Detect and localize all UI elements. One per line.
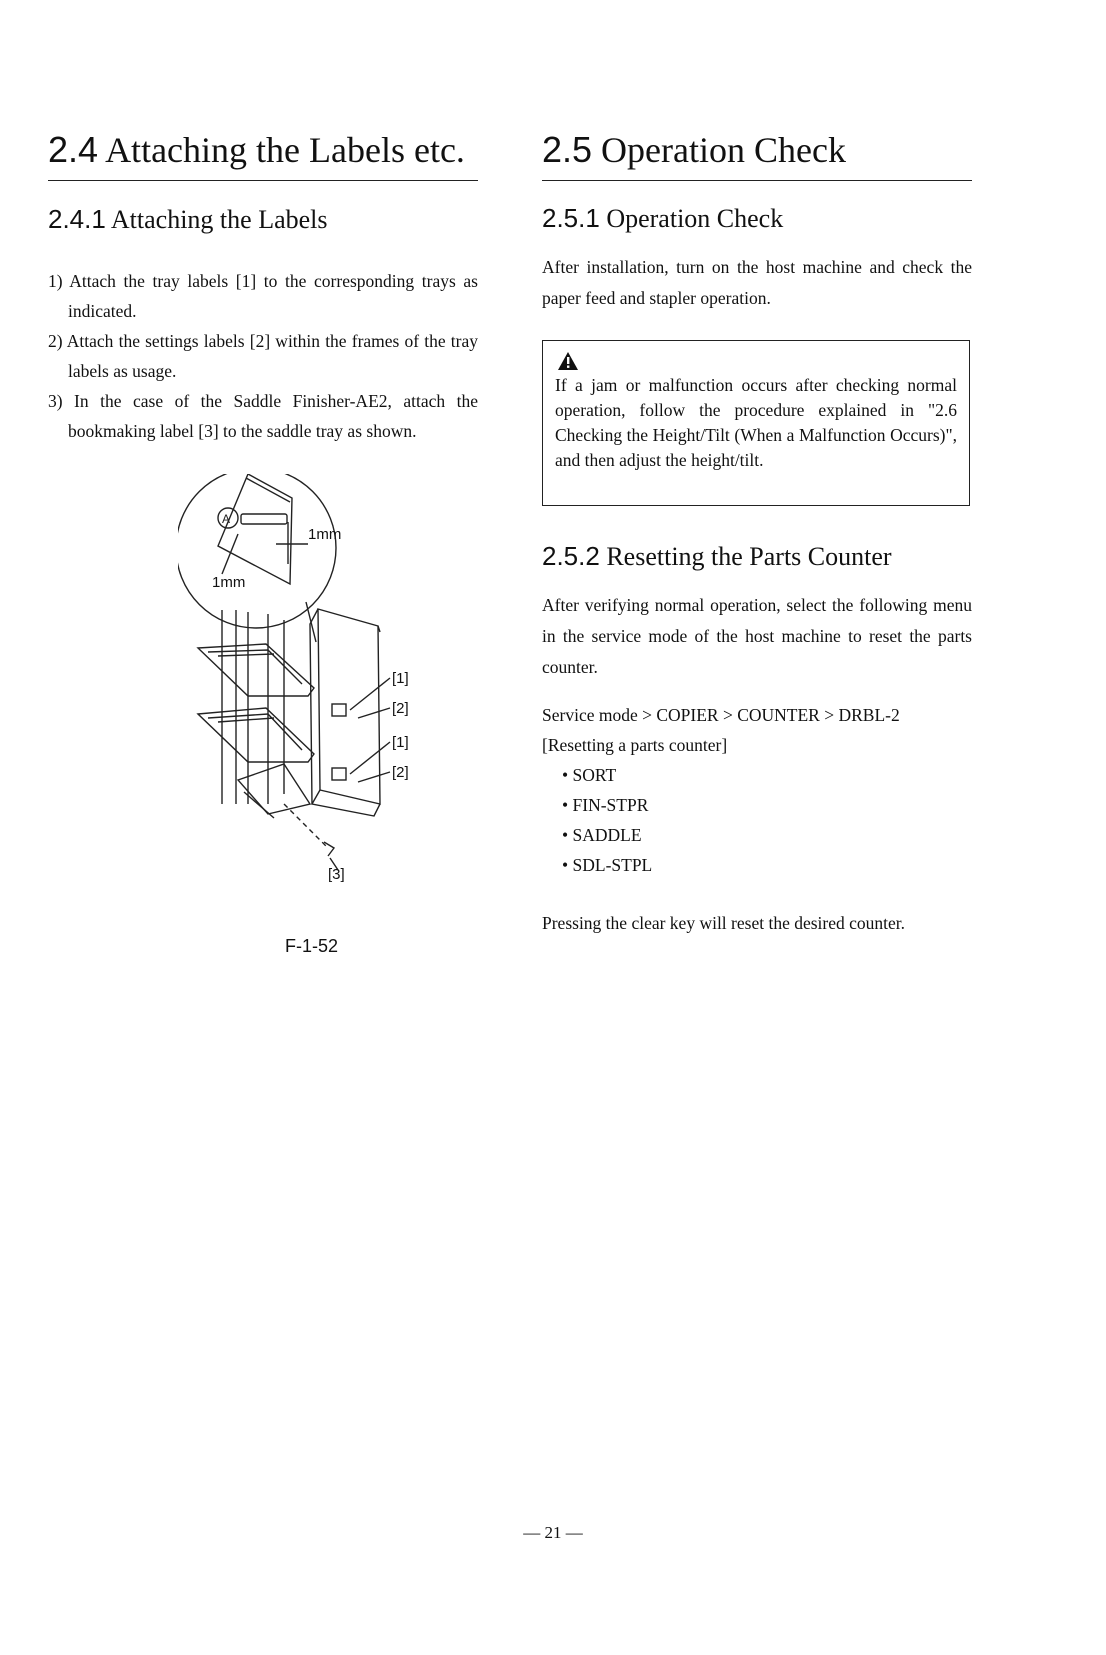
figure-caption: F-1-52 [285, 936, 339, 956]
counter-item: • FIN-STPR [562, 790, 972, 820]
section-title-2-5 [542, 128, 972, 181]
callout-label: [2] [392, 764, 409, 781]
menu-note: [Resetting a parts counter] [542, 735, 728, 755]
warning-icon [557, 351, 579, 371]
lower-tray [198, 708, 314, 762]
finisher-label-figure [178, 474, 478, 899]
detail-magnifier-circle [178, 474, 336, 628]
tray-label-lower [332, 768, 346, 780]
operation-check-text: After installation, turn on the host machine and check the paper feed and stapler operation. [542, 257, 972, 308]
callout-label: [1] [392, 734, 409, 751]
callout-label: [2] [392, 700, 409, 717]
step-item: 2) Attach the settings labels [2] within the frames of the tray labels as usage. [48, 331, 478, 381]
section-title-2-4 [48, 128, 478, 181]
warning-text: If a jam or malfunction occurs after checking normal operation, follow the procedure explained in "2.6 Checking the Height/Tilt (When a Malfunction Occurs)", and then adjust the height/tilt. [555, 375, 957, 470]
subsection-number: 2.5.2 [542, 541, 600, 571]
section-title-text: Attaching the Labels etc. [105, 130, 465, 170]
dimension-label: 1mm [212, 574, 246, 591]
instruction-steps [48, 266, 478, 446]
section-title-text: Operation Check [601, 130, 846, 170]
reset-counter-text: After verifying normal operation, select the following menu in the service mode of the host machine to reset the parts counter. [542, 595, 972, 677]
section-number: 2.5 [542, 129, 593, 170]
warning-box [542, 340, 970, 506]
closing-text: Pressing the clear key will reset the desired counter. [542, 913, 906, 933]
subsection-title-text: Resetting the Parts Counter [606, 542, 892, 571]
counter-list [542, 760, 972, 880]
service-menu-block [542, 700, 972, 880]
menu-path: Service mode > COPIER > COUNTER > DRBL-2 [542, 705, 900, 725]
saddle-tray [238, 764, 310, 814]
subsection-title-2-5-1 [542, 202, 783, 235]
subsection-title-2-5-2 [542, 540, 892, 573]
callout-label: [3] [328, 866, 345, 883]
page-number: — 21 — [523, 1523, 583, 1542]
subsection-number: 2.4.1 [48, 204, 106, 234]
subsection-title-2-4-1 [48, 203, 328, 236]
callout-label: [1] [392, 670, 409, 687]
subsection-title-text: Operation Check [606, 204, 784, 233]
subsection-number: 2.5.1 [542, 203, 600, 233]
dimension-label: 1mm [308, 526, 342, 543]
tray-label-upper [332, 704, 346, 716]
section-number: 2.4 [48, 129, 99, 170]
finisher-body [318, 609, 380, 804]
svg-text:A: A [222, 512, 231, 526]
counter-item: • SADDLE [562, 820, 972, 850]
step-item: 3) In the case of the Saddle Finisher-AE2, attach the bookmaking label [3] to the saddle tray as shown. [48, 391, 478, 441]
step-item: 1) Attach the tray labels [1] to the corresponding trays as indicated. [48, 271, 478, 321]
counter-item: • SORT [562, 760, 972, 790]
counter-item: • SDL-STPL [562, 850, 972, 880]
subsection-title-text: Attaching the Labels [110, 205, 328, 234]
